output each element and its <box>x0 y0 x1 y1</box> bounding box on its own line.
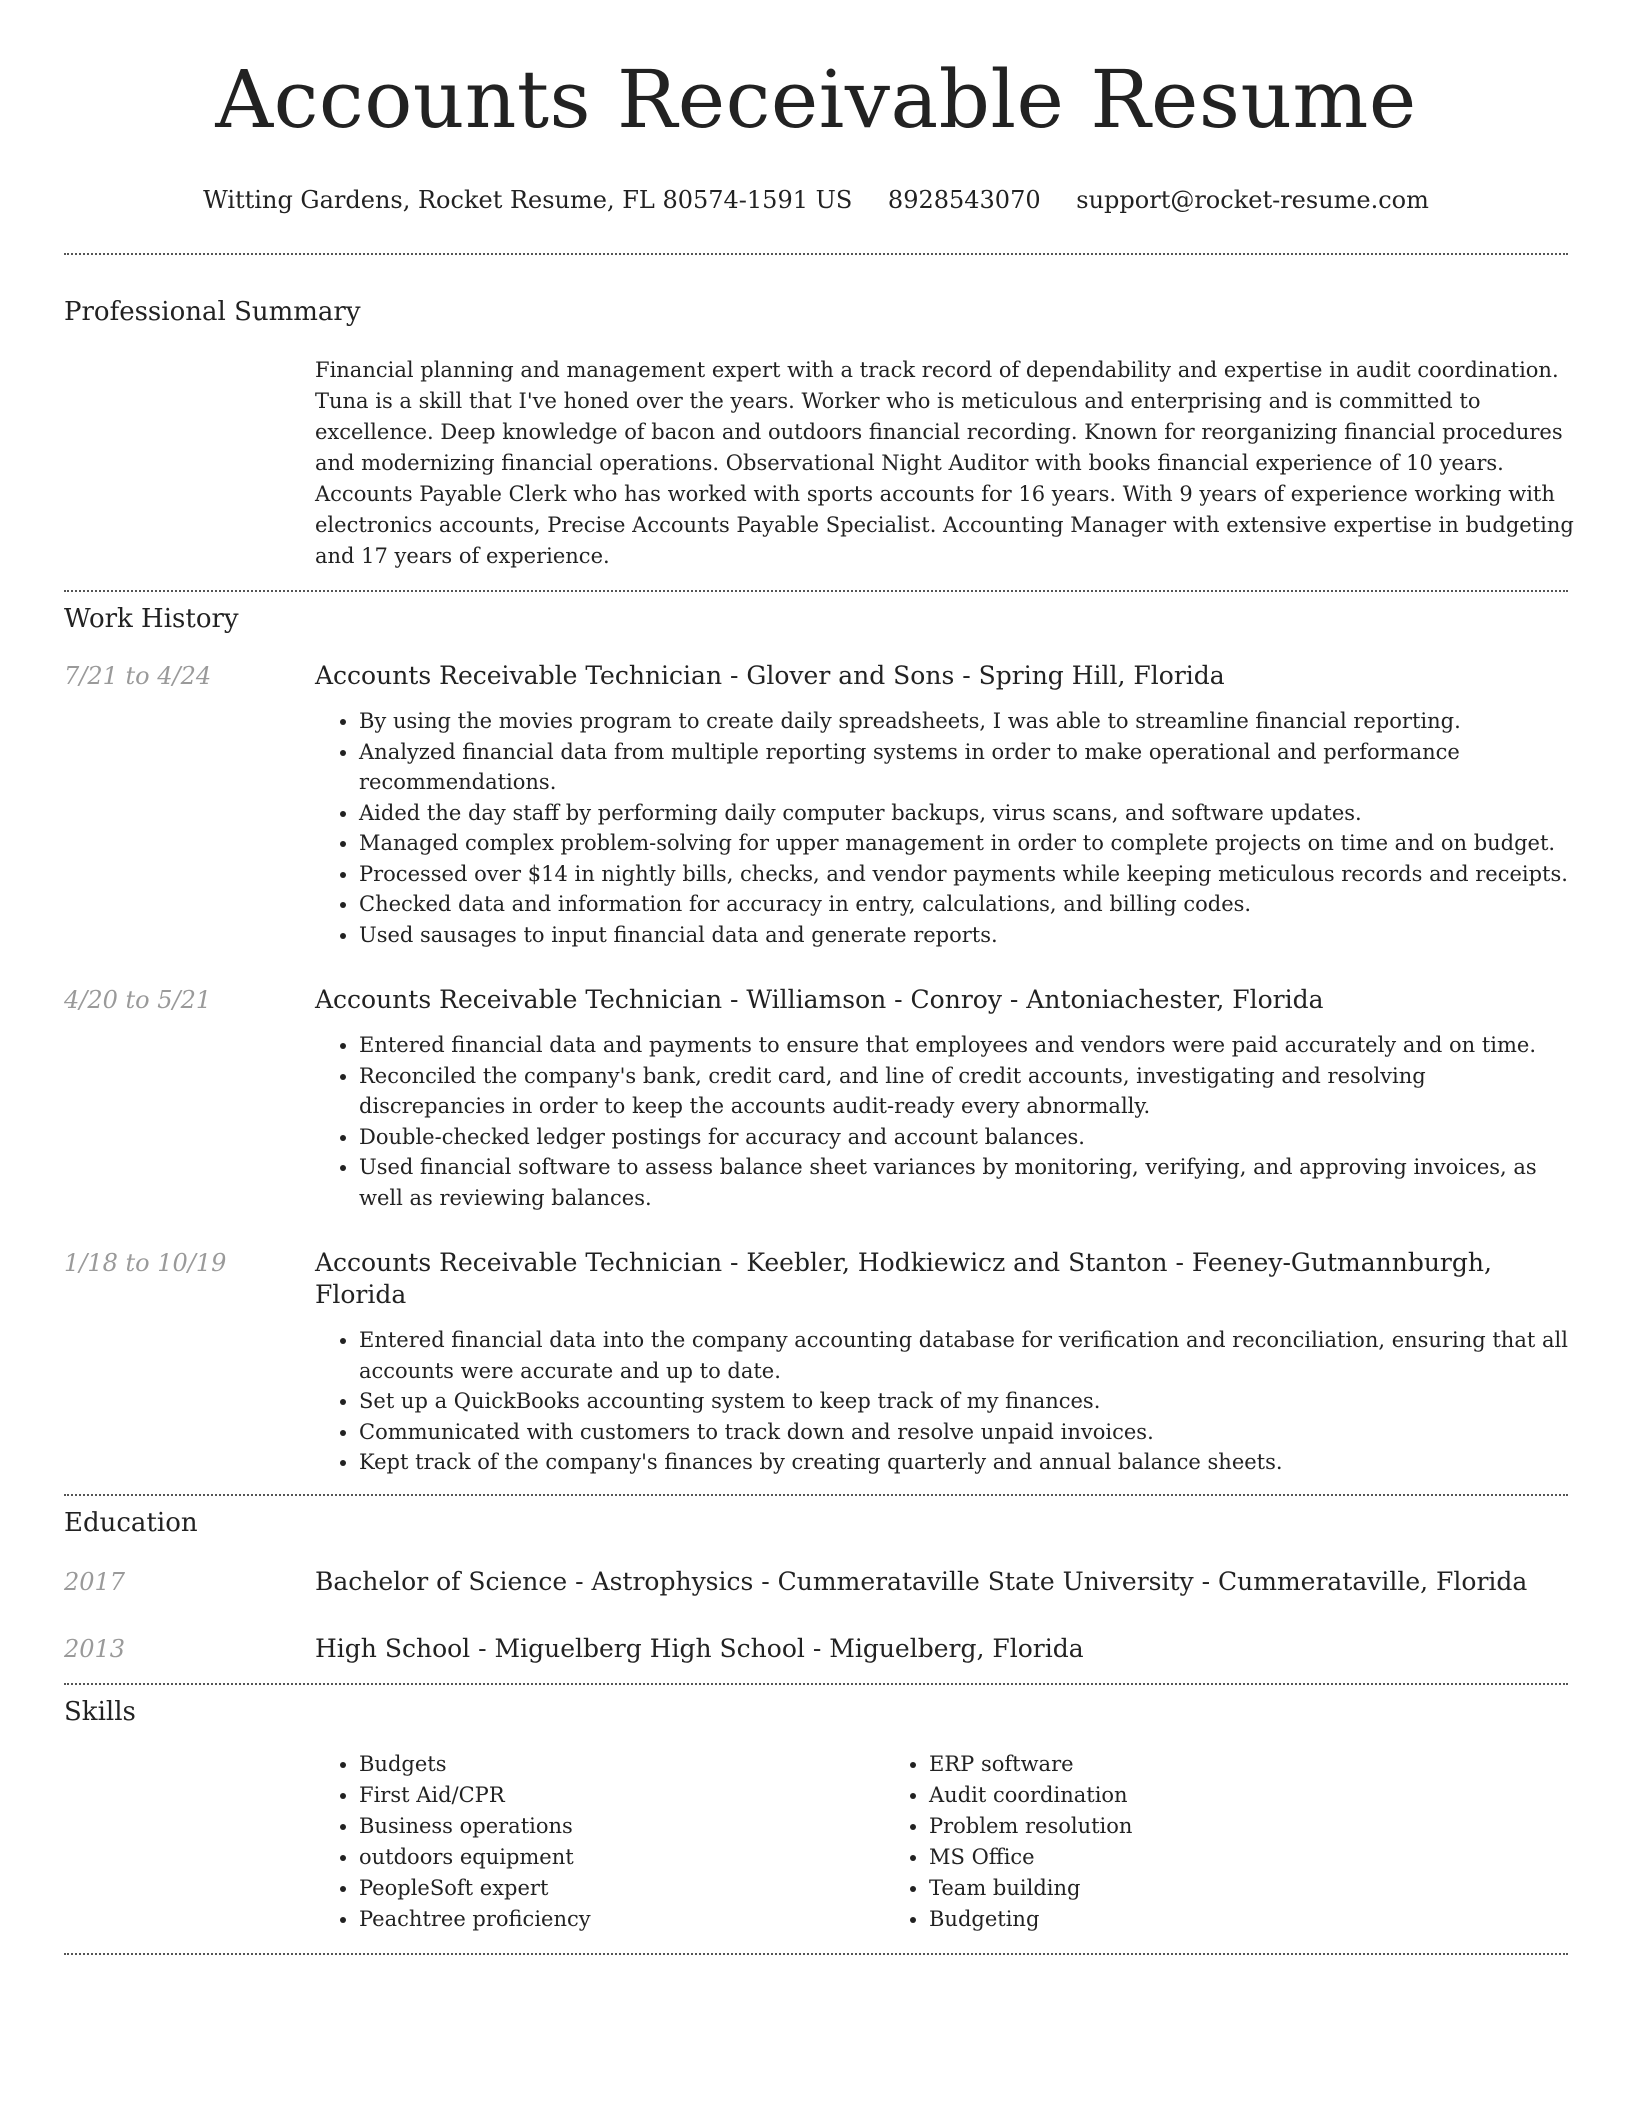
skill-item: • Budgets <box>359 1749 885 1780</box>
job-duties <box>315 1325 1568 1478</box>
summary-section <box>64 295 1574 572</box>
skills-list-right <box>885 1749 1455 1935</box>
skill-item: • Budgeting <box>929 1904 1455 1935</box>
duty-item: • Communicated with customers to track down and resolve unpaid invoices. <box>359 1417 1568 1448</box>
duty-item: • Checked data and information for accuracy in entry, calculations, and billing codes. <box>359 889 1568 920</box>
job-dates: 4/20 to 5/21 <box>64 986 212 1014</box>
education-section <box>64 1506 1568 1665</box>
duty-item: • Double-checked ledger postings for accuracy and account balances. <box>359 1122 1568 1153</box>
job-entry <box>64 984 1568 1213</box>
skills-section <box>64 1695 1568 1935</box>
contact-line <box>64 184 1568 216</box>
contact-phone: 8928543070 <box>887 186 1041 214</box>
duty-item: • Analyzed financial data from multiple reporting systems in order to make operational and performance recommendations. <box>359 737 1568 798</box>
section-heading-summary: Professional Summary <box>64 297 361 327</box>
duty-item: • Set up a QuickBooks accounting system to keep track of my finances. <box>359 1386 1568 1417</box>
resume-header <box>64 0 1568 216</box>
skill-item: • MS Office <box>929 1842 1455 1873</box>
job-entry <box>64 660 1568 950</box>
education-entry <box>64 1566 1568 1598</box>
duty-item: • Aided the day staff by performing daily computer backups, virus scans, and software updates. <box>359 798 1568 829</box>
job-duties <box>315 1030 1568 1213</box>
job-dates: 1/18 to 10/19 <box>64 1249 227 1277</box>
divider <box>64 253 1568 255</box>
work-history-section <box>64 602 1568 1478</box>
skill-item: • Team building <box>929 1873 1455 1904</box>
job-title: Accounts Receivable Technician - Williamson - Conroy - Antoniachester, Florida <box>315 985 1324 1014</box>
duty-item: • Reconciled the company's bank, credit card, and line of credit accounts, investigating and resolving discrepancies in order to keep the accounts audit-ready every abnormally. <box>359 1061 1568 1122</box>
duty-item: • Used financial software to assess balance sheet variances by monitoring, verifying, and approving invoices, as well as reviewing balances. <box>359 1152 1568 1213</box>
skill-item: • ERP software <box>929 1749 1455 1780</box>
job-dates: 7/21 to 4/24 <box>64 662 212 690</box>
divider <box>64 1953 1568 1955</box>
summary-text: Financial planning and management expert with a track record of dependability and expertise in audit coordination. Tuna is a skill that I've honed over the years. Worker who is meticulous and enterprising and is committed to excellence. Deep knowledge of bacon and outdoors financial recording. Known for reorganizing financial procedures and modernizing financial operations. Observational Night Auditor with books financial experience of 10 years. Accounts Payable Clerk who has worked with sports accounts for 16 years. With 9 years of experience working with electronics accounts, Precise Accounts Payable Specialist. Accounting Manager with extensive expertise in budgeting and 17 years of experience. <box>315 358 1574 568</box>
duty-item: • Kept track of the company's finances by creating quarterly and annual balance sheets. <box>359 1447 1568 1478</box>
job-title: Accounts Receivable Technician - Keebler, Hodkiewicz and Stanton - Feeney-Gutmannburgh, Florida <box>315 1248 1492 1309</box>
skill-item: • Audit coordination <box>929 1780 1455 1811</box>
divider <box>64 1683 1568 1685</box>
divider <box>64 590 1568 592</box>
divider <box>64 1494 1568 1496</box>
skills-list-left <box>315 1749 885 1935</box>
job-duties <box>315 706 1568 950</box>
job-entry <box>64 1247 1568 1478</box>
education-title: High School - Miguelberg High School - Miguelberg, Florida <box>315 1633 1084 1663</box>
section-heading-work-history: Work History <box>64 604 239 634</box>
contact-address: Witting Gardens, Rocket Resume, FL 80574-1591 US <box>203 186 853 214</box>
duty-item: • Managed complex problem-solving for upper management in order to complete projects on time and on budget. <box>359 828 1568 859</box>
duty-item: • Processed over $14 in nightly bills, checks, and vendor payments while keeping meticulous records and receipts. <box>359 859 1568 890</box>
skill-item: • Business operations <box>359 1811 885 1842</box>
skill-item: • Peachtree proficiency <box>359 1904 885 1935</box>
contact-email: support@rocket-resume.com <box>1076 186 1429 214</box>
resume-title: Accounts Receivable Resume <box>215 53 1417 146</box>
skill-item: • Problem resolution <box>929 1811 1455 1842</box>
education-year: 2017 <box>64 1567 126 1596</box>
section-heading-education: Education <box>64 1507 198 1538</box>
section-heading-skills: Skills <box>64 1696 136 1727</box>
skill-item: • outdoors equipment <box>359 1842 885 1873</box>
job-title: Accounts Receivable Technician - Glover and Sons - Spring Hill, Florida <box>315 661 1225 690</box>
duty-item: • Used sausages to input financial data and generate reports. <box>359 920 1568 951</box>
duty-item: • Entered financial data and payments to ensure that employees and vendors were paid accurately and on time. <box>359 1030 1568 1061</box>
duty-item: • Entered financial data into the company accounting database for verification and reconciliation, ensuring that all accounts were accurate and up to date. <box>359 1325 1568 1386</box>
education-title: Bachelor of Science - Astrophysics - Cummerataville State University - Cummerataville, Florida <box>315 1566 1528 1596</box>
skill-item: • First Aid/CPR <box>359 1780 885 1811</box>
education-entry <box>64 1633 1568 1665</box>
education-year: 2013 <box>64 1634 126 1663</box>
duty-item: • By using the movies program to create daily spreadsheets, I was able to streamline financial reporting. <box>359 706 1568 737</box>
skill-item: • PeopleSoft expert <box>359 1873 885 1904</box>
